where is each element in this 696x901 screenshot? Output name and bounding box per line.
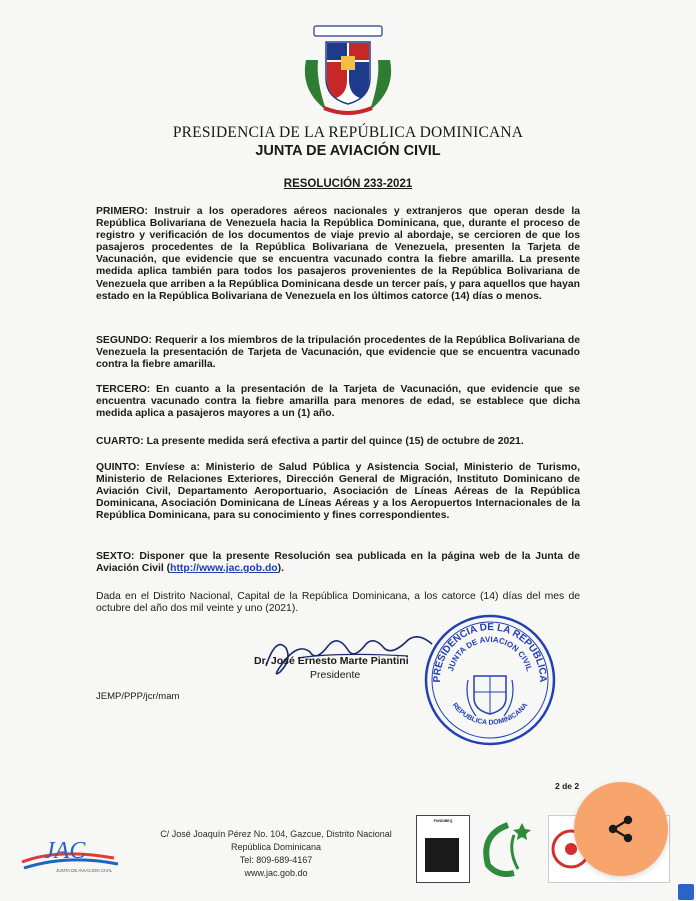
share-button[interactable] [574,782,668,876]
reference-initials: JEMP/PPP/jcr/mam [96,691,180,702]
presidency-heading: PRESIDENCIA DE LA REPÚBLICA DOMINICANA [172,124,524,141]
segundo-text: Requerir a los miembros de la tripulación procedentes de la República Bolivariana de Venezuela la presentación de Tarjeta de Vacunación, que evidencie que se encuentra vacunado contra la fiebre amarilla. [96,335,580,371]
footer-address: C/ José Joaquín Pérez No. 104, Gazcue, Distrito Nacional [160,829,392,839]
quality-award-logo [474,815,544,881]
primero-label: PRIMERO: [96,206,148,217]
corner-menu-icon[interactable] [678,884,694,900]
sexto-text: Disponer que la presente Resolución sea publicada en la página web de la Junta de Aviación Civil ( [96,551,580,575]
certification-label: FUNDIBEQ [433,819,453,823]
resolution-title: RESOLUCIÓN 233-2021 [283,178,413,190]
quinto-text: Envíese a: Ministerio de Salud Pública y Asistencia Social, Ministerio de Turismo, Ministerio de Relaciones Exteriores, Dirección General de Migración, Instituto Dominicano de Aviación Civil, Departamento Aeroportuario, Asociación de Líneas Aéreas de la República Dominicana, Asociación Dominicana de Líneas Aéreas y a los Aeropuertos Internacionales de la República Dominicana, para su conocimiento y fines correspondientes. [96,462,581,522]
paragraph-quinto [96,462,580,522]
jac-logo-subtext: JUNTA DE AVIACION CIVIL [56,868,113,873]
seal-text-top: PRESIDENCIA DE LA REPUBLICA [431,621,549,683]
share-icon [606,814,636,844]
signatory-role: Presidente [310,669,361,681]
paragraph-primero [96,206,580,303]
agency-heading: JUNTA DE AVIACIÓN CIVIL [255,143,441,159]
footer-country: República Dominicana [230,842,322,852]
cuarto-label: CUARTO: [96,436,144,447]
segundo-label: SEGUNDO: [96,335,152,346]
quinto-label: QUINTO: [96,462,140,473]
cuarto-text: La presente medida será efectiva a partir del quince (15) de octubre de 2021. [146,436,524,447]
coat-of-arms-icon [296,20,400,120]
paragraph-segundo [96,335,580,371]
jac-logo [18,828,138,878]
certification-badge [416,815,470,883]
signatory-name: Dr. José Ernesto Marte Piantini [254,655,409,667]
paragraph-tercero [96,384,580,420]
jac-logo-text: JAC [44,838,86,864]
page-number: 2 de 2 [555,781,580,791]
footer-web: www.jac.gob.do [244,868,308,878]
paragraph-sexto [96,551,580,575]
seal-text-bottom: REPUBLICA DOMINICANA [450,701,530,727]
paragraph-dada: Dada en el Distrito Nacional, Capital de la República Dominicana, a los catorce (14) días del mes de octubre del año dos mil veinte y uno (2021). [96,591,580,615]
paragraph-cuarto [96,436,580,448]
sexto-label: SEXTO: [96,551,135,562]
sexto-end: ). [277,563,285,575]
tercero-text: En cuanto a la presentación de la Tarjeta de Vacunación, que evidencie que se encuentra vacunado contra la fiebre amarilla para menores de edad, se establece que dicha medida aplica a pasajeros mayores a un (1) año. [96,384,581,420]
jac-website-link[interactable]: http://www.jac.gob.do [170,563,278,575]
seal-text-middle: JUNTA DE AVIACION CIVIL [446,634,534,673]
tercero-label: TERCERO: [96,384,151,395]
primero-text: Instruir a los operadores aéreos nacionales y extranjeros que operan desde la República Bolivariana de Venezuela hacia la República Dominicana, que, durante el proceso de registro y verificación de los documentos de viaje previo al abordaje, se cercioren de que los pasajeros procedentes de la República Bolivariana de Venezuela, presenten la Tarjeta de Vacunación, que evidencie que se encuentra vacunado contra la fiebre amarilla. La presente medida aplica también para todos los pasajeros provenientes de la República Bolivariana de Venezuela que arriben a la República Dominicana desde un tercer país, y para aquellos que hayan estado en la República Bolivariana de Venezuela en los últimos catorce (14) días o menos. [96,206,581,302]
footer-contact [146,828,406,880]
footer-phone: Tel: 809-689-4167 [239,855,313,865]
official-seal-icon [420,610,560,750]
